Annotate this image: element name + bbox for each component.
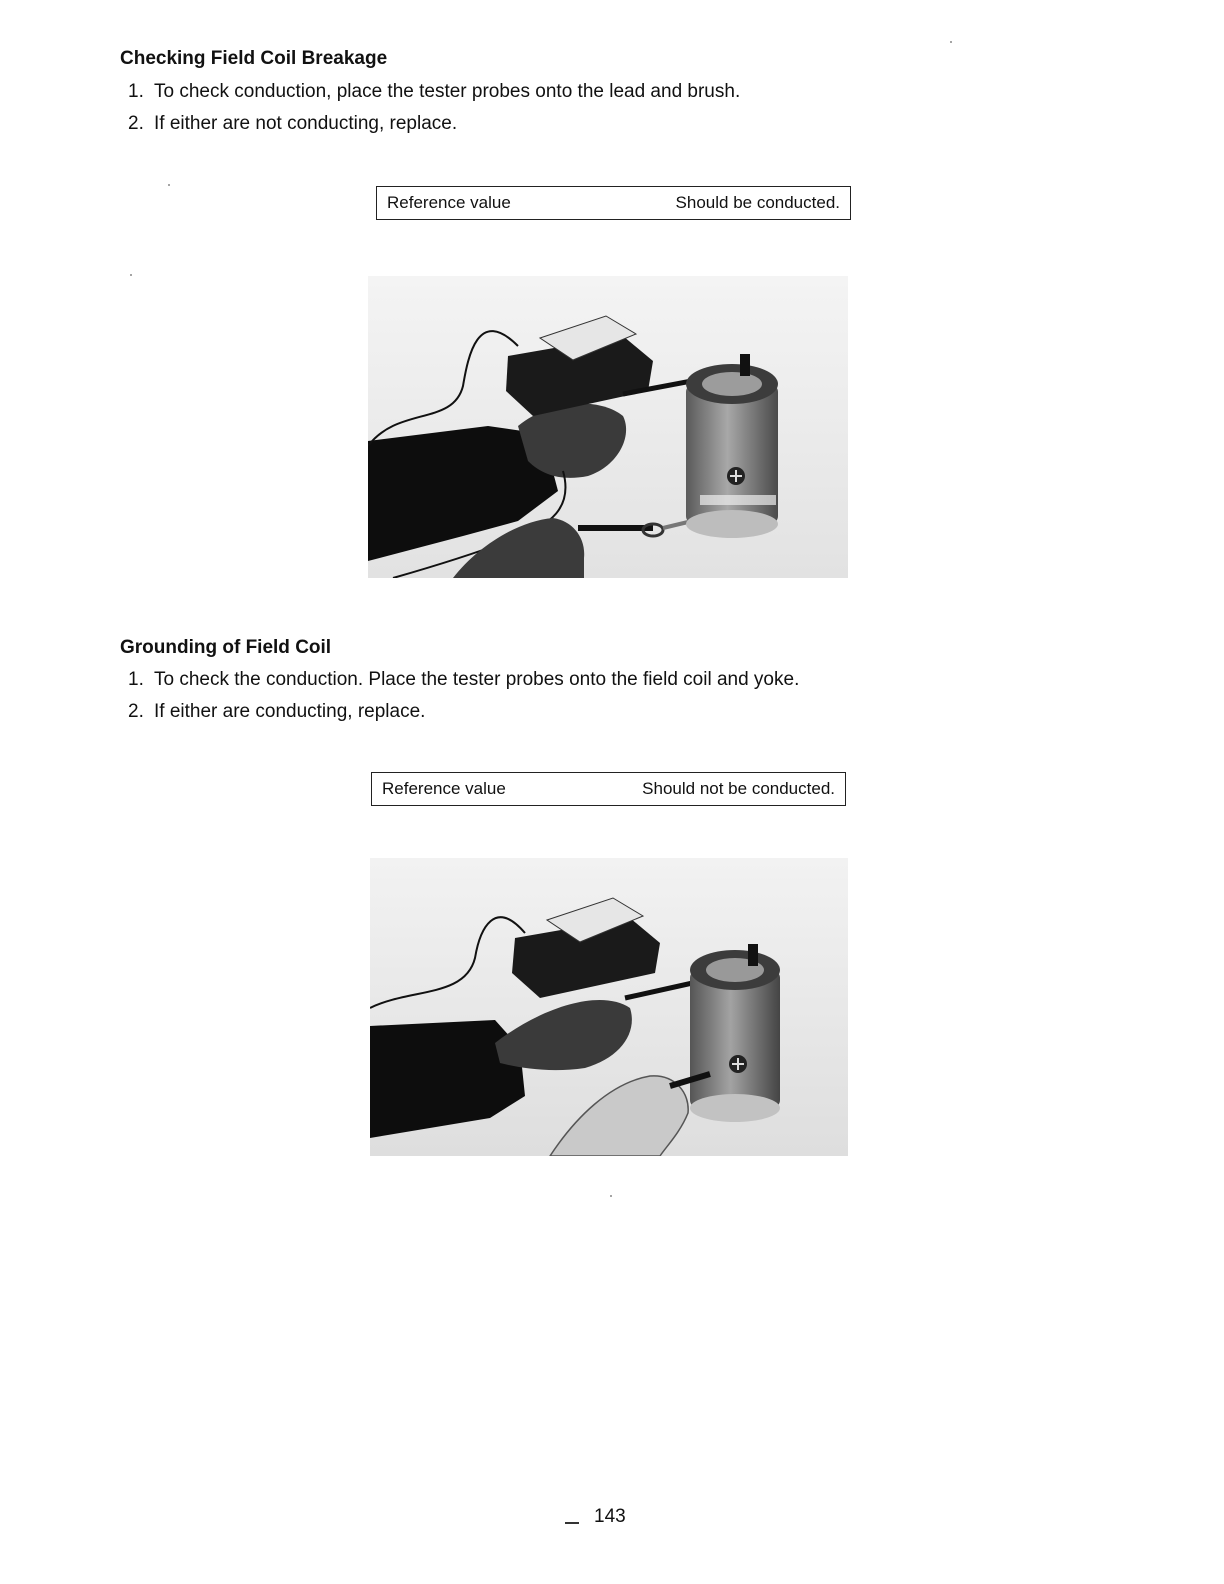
page-number: 143 xyxy=(594,1506,626,1527)
photo-tester-on-lead-and-brush xyxy=(368,276,848,578)
steps-list-breakage xyxy=(128,76,740,140)
list-item: 1. To check conduction, place the tester probes onto the lead and brush. xyxy=(128,81,741,102)
scan-speck xyxy=(610,1195,612,1197)
reference-value-box xyxy=(376,186,851,220)
list-item: 2. If either are conducting, replace. xyxy=(128,701,426,722)
scan-speck xyxy=(950,41,952,43)
reference-label: Reference value xyxy=(387,193,511,212)
list-item: 1. To check the conduction. Place the tester probes onto the field coil and yoke. xyxy=(128,669,800,690)
scan-speck xyxy=(168,184,170,186)
section-title-grounding-field-coil: Grounding of Field Coil xyxy=(120,637,332,658)
reference-label: Reference value xyxy=(382,779,506,798)
list-item: 2. If either are not conducting, replace. xyxy=(128,113,458,134)
section-title-field-coil-breakage: Checking Field Coil Breakage xyxy=(120,48,388,69)
reference-value: Should not be conducted. xyxy=(642,779,835,798)
reference-value: Should be conducted. xyxy=(675,193,840,212)
photo-tester-on-field-coil-and-yoke xyxy=(370,858,848,1156)
scan-speck xyxy=(130,274,132,276)
reference-value-box xyxy=(371,772,846,806)
page-mark xyxy=(565,1522,579,1524)
steps-list-grounding xyxy=(128,664,799,728)
